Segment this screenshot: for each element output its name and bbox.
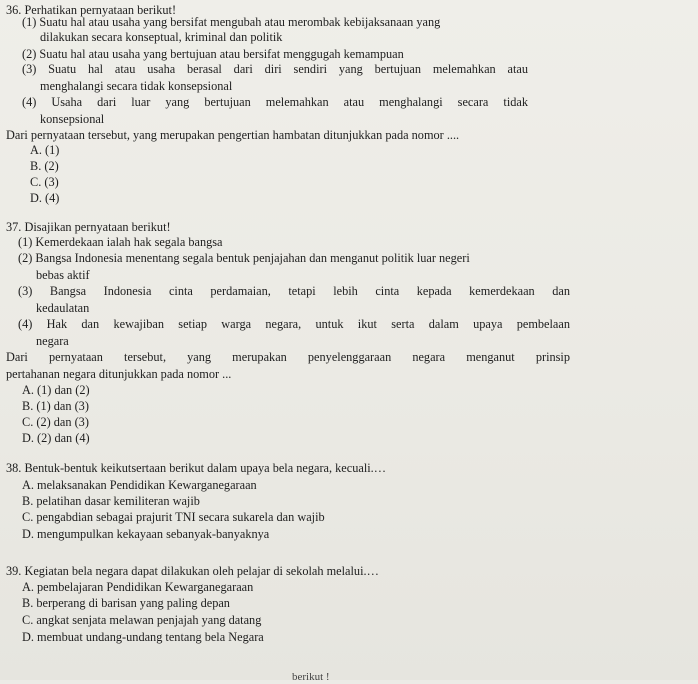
q37-option-d[interactable]: D. (2) dan (4)	[22, 431, 90, 445]
q39-option-a[interactable]: A. pembelajaran Pendidikan Kewarganegaraan	[22, 580, 254, 594]
q37-statement-2: (2) Bangsa Indonesia menentang segala bentuk penjajahan dan menganut politik luar negeri	[18, 251, 470, 265]
q39-option-d[interactable]: D. membuat undang-undang tentang bela Negara	[22, 630, 264, 644]
q37-title: 37. Disajikan pernyataan berikut!	[6, 220, 171, 234]
q36-statement-1: (1) Suatu hal atau usaha yang bersifat mengubah atau merombak kebijaksanaan yang	[22, 15, 441, 29]
next-question-fragment: berikut !	[292, 671, 330, 683]
q36-option-d[interactable]: D. (4)	[30, 191, 60, 205]
q36-statement-1-cont: dilakukan secara konseptual, kriminal dan politik	[40, 30, 283, 44]
q36-prompt: Dari pernyataan tersebut, yang merupakan pengertian hambatan ditunjukkan pada nomor ....	[6, 128, 460, 142]
q38-option-c[interactable]: C. pengabdian sebagai prajurit TNI secara sukarela dan wajib	[22, 510, 325, 524]
q37-statement-3: (3) Bangsa Indonesia cinta perdamaian, tetapi lebih cinta kepada kemerdekaan dan	[18, 284, 570, 298]
q36-statement-4: (4) Usaha dari luar yang bertujuan melemahkan atau menghalangi secara tidak	[22, 95, 528, 109]
q38-option-b[interactable]: B. pelatihan dasar kemiliteran wajib	[22, 494, 200, 508]
q38-option-d[interactable]: D. mengumpulkan kekayaan sebanyak-banyaknya	[22, 527, 270, 541]
q37-statement-3-cont: kedaulatan	[36, 301, 90, 315]
q37-option-b[interactable]: B. (1) dan (3)	[22, 399, 89, 413]
q36-statement-3: (3) Suatu hal atau usaha berasal dari diri sendiri yang bertujuan melemahkan atau	[22, 62, 528, 76]
q37-statement-1: (1) Kemerdekaan ialah hak segala bangsa	[18, 235, 223, 249]
q38-title: 38. Bentuk-bentuk keikutsertaan berikut dalam upaya bela negara, kecuali.…	[6, 461, 387, 475]
q39-title: 39. Kegiatan bela negara dapat dilakukan oleh pelajar di sekolah melalui.…	[6, 564, 379, 578]
q39-option-b[interactable]: B. berperang di barisan yang paling depan	[22, 596, 230, 610]
q37-option-a[interactable]: A. (1) dan (2)	[22, 383, 90, 397]
q37-statement-2-cont: bebas aktif	[36, 268, 90, 282]
q36-statement-4-cont: konsepsional	[40, 112, 105, 126]
q39-option-c[interactable]: C. angkat senjata melawan penjajah yang datang	[22, 613, 262, 627]
q36-title: 36. Perhatikan pernyataan berikut!	[6, 3, 177, 17]
q37-option-c[interactable]: C. (2) dan (3)	[22, 415, 89, 429]
q37-statement-4-cont: negara	[36, 334, 69, 348]
q37-prompt-cont: pertahanan negara ditunjukkan pada nomor ...	[6, 367, 232, 381]
q38-option-a[interactable]: A. melaksanakan Pendidikan Kewarganegaraan	[22, 478, 257, 492]
q36-statement-3-cont: menghalangi secara tidak konsepsional	[40, 79, 233, 93]
q36-option-a[interactable]: A. (1)	[30, 143, 60, 157]
q37-prompt: Dari pernyataan tersebut, yang merupakan penyelenggaraan negara menganut prinsip	[6, 350, 570, 364]
q36-option-c[interactable]: C. (3)	[30, 175, 59, 189]
q37-statement-4: (4) Hak dan kewajiban setiap warga negara, untuk ikut serta dalam upaya pembelaan	[18, 317, 570, 331]
q36-statement-2: (2) Suatu hal atau usaha yang bertujuan atau bersifat menggugah kemampuan	[22, 47, 404, 61]
q36-option-b[interactable]: B. (2)	[30, 159, 59, 173]
